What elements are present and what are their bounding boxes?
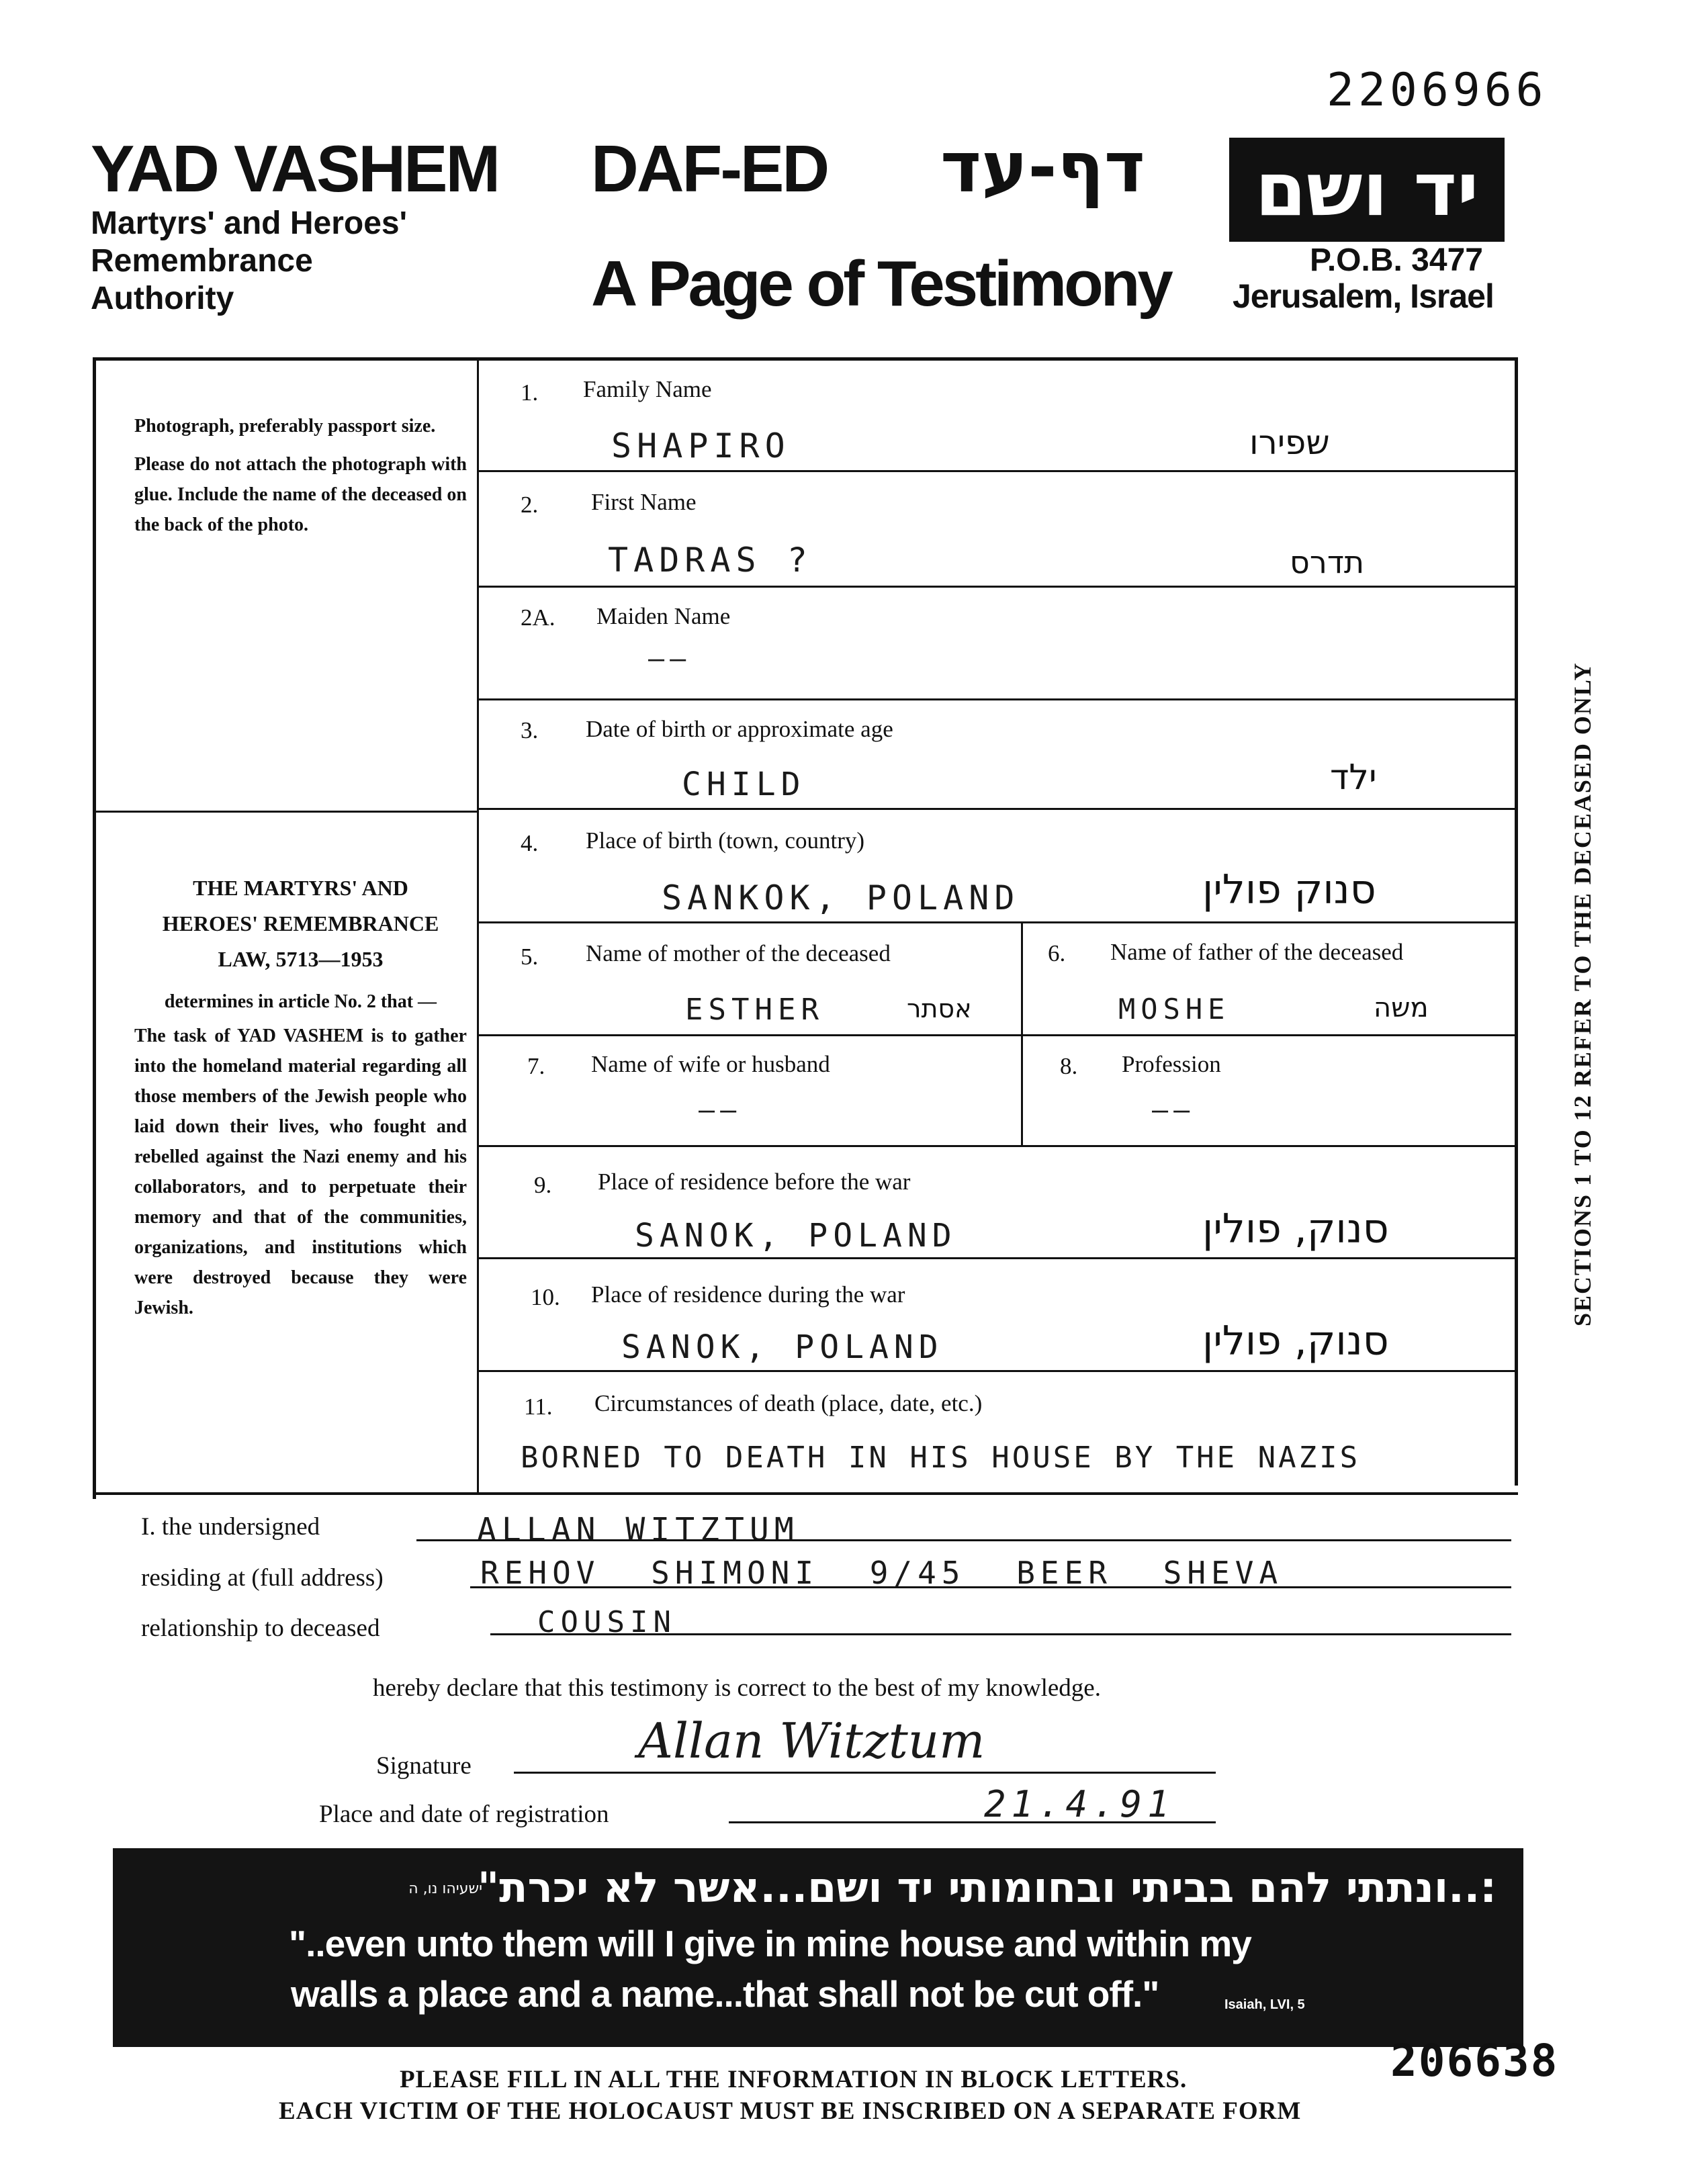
footer-line-1: PLEASE FILL IN ALL THE INFORMATION IN BLOCK LETTERS. [400,2066,1188,2093]
row-divider [477,921,1515,923]
field-8-label: Profession [1122,1051,1221,1077]
field-10-label: Place of residence during the war [591,1281,905,1308]
field-5-hebrew[interactable]: אסתר [907,994,972,1023]
banner-english-1: "..even unto them will I give in mine house and within my [289,1923,1251,1964]
field-2a-number: 2A. [521,604,555,631]
registration-line [729,1821,1216,1823]
field-5-label: Name of mother of the deceased [586,940,891,966]
document-number: 2206966 [1327,64,1548,117]
signature-value[interactable]: Allan Witztum [638,1713,985,1769]
row-divider [477,1257,1515,1259]
banner-hebrew: :..ונתתי להם בביתי ובחומותי יד ושם...אשר לא יכרת" [477,1863,1497,1912]
banner-english-2: walls a place and a name...that shall not be cut off." [291,1973,1159,2015]
org-subtitle-line: Martyrs' and Heroes' [91,206,407,241]
org-subtitle-line: Remembrance [91,243,313,279]
address-line [470,1586,1511,1588]
field-5-value[interactable]: ESTHER [685,993,824,1027]
org-subtitle-line: Authority [91,281,234,316]
field-1-value[interactable]: SHAPIRO [611,426,791,465]
field-9-hebrew[interactable]: סנוק, פולין [1202,1205,1389,1253]
row-divider [477,470,1515,472]
field-2a-label: Maiden Name [596,603,731,629]
frame-left [93,357,96,1499]
banner-hebrew-ref: ישעיהו נו, ה [408,1880,482,1897]
column-divider [1021,921,1023,1146]
field-1-label: Family Name [583,376,712,402]
row-divider [477,808,1515,810]
row-divider [477,1370,1515,1372]
field-2-number: 2. [521,492,539,518]
registration-value[interactable]: 21.4.91 [984,1783,1175,1825]
undersigned-line [416,1539,1511,1541]
field-7-number: 7. [527,1053,545,1079]
row-divider [477,1034,1515,1036]
field-1-number: 1. [521,379,539,406]
sidebar-section-divider [93,811,479,813]
quote-banner [113,1848,1523,2047]
pob: P.O.B. 3477 [1310,242,1483,278]
field-8-value[interactable]: —— [1152,1095,1196,1126]
signature-label: Signature [376,1752,472,1780]
field-3-number: 3. [521,717,539,743]
logo-hebrew-text: יד ושם [1255,146,1479,232]
field-8-number: 8. [1060,1053,1078,1079]
field-2-label: First Name [591,489,697,515]
row-divider [477,1145,1515,1147]
field-11-number: 11. [524,1394,553,1420]
banner-english-ref: Isaiah, LVI, 5 [1224,1997,1305,2012]
field-3-hebrew[interactable]: ילד [1330,758,1377,798]
field-6-hebrew[interactable]: משה [1374,993,1429,1023]
field-11-label: Circumstances of death (place, date, etc.) [594,1390,983,1416]
field-6-number: 6. [1048,940,1066,966]
field-3-label: Date of birth or approximate age [586,716,893,742]
field-5-number: 5. [521,944,539,970]
law-text: The task of YAD VASHEM is to gather into the homeland material regarding all those members of the Jewish people who laid down their lives, who fought and rebelled against the Nazi enemy and his collaborators, and to perpetuate their memory and that of the communities, organizations, and institutions which were destroyed because they were Jewish. [134,1026,467,1318]
field-10-hebrew[interactable]: סנוק, פולין [1202,1318,1389,1365]
vertical-note: SECTIONS 1 TO 12 REFER TO THE DECEASED ONLY [1569,662,1596,1326]
bottom-number: 206638 [1390,2035,1559,2087]
field-9-label: Place of residence before the war [598,1169,911,1195]
field-4-number: 4. [521,830,539,856]
frame-right [1515,357,1518,1486]
relationship-line [490,1633,1511,1635]
address-value[interactable]: REHOV SHIMONI 9/45 BEER SHEVA [480,1555,1284,1591]
form-code: DAF-ED [591,132,828,206]
law-box [134,870,467,1323]
relationship-label: relationship to deceased [141,1614,380,1642]
frame-top [93,357,1518,361]
field-2-hebrew[interactable]: תדרס [1290,544,1365,580]
field-3-value[interactable]: CHILD [682,766,806,803]
field-9-number: 9. [534,1172,552,1198]
city: Jerusalem, Israel [1233,277,1494,315]
row-divider [477,586,1515,588]
field-6-value[interactable]: MOSHE [1118,993,1231,1026]
org-subtitle [91,205,407,318]
field-2a-value[interactable]: —— [648,643,692,674]
photo-instructions: Please do not attach the photograph with glue. Include the name of the deceased on the back of the photo. [134,454,467,535]
field-10-number: 10. [531,1284,560,1310]
field-4-value[interactable]: SANKOK, POLAND [662,878,1020,917]
field-4-hebrew[interactable]: סנוק פולין [1202,866,1376,913]
form-title: A Page of Testimony [591,248,1171,320]
row-divider [477,698,1515,700]
frame-bottom [93,1492,1518,1495]
field-2-value[interactable]: TADRAS ? [608,541,813,580]
law-title: THE MARTYRS' AND HEROES' REMEMBRANCE LAW, 5713—1953 [162,876,439,971]
field-9-value[interactable]: SANOK, POLAND [635,1217,957,1255]
field-11-value[interactable]: BORNED TO DEATH IN HIS HOUSE BY THE NAZIS [521,1441,1361,1475]
signature-line [514,1772,1216,1774]
field-10-value[interactable]: SANOK, POLAND [621,1328,944,1366]
form-code-hebrew: דף-עד [940,126,1145,208]
field-4-label: Place of birth (town, country) [586,827,865,854]
declaration-statement: hereby declare that this testimony is correct to the best of my knowledge. [373,1674,1101,1702]
registration-label: Place and date of registration [319,1801,609,1828]
undersigned-value[interactable]: ALLAN WITZTUM [477,1511,799,1549]
photo-title: Photograph, preferably passport size. [134,416,436,437]
footer-line-2: EACH VICTIM OF THE HOLOCAUST MUST BE INSCRIBED ON A SEPARATE FORM [279,2097,1302,2125]
photo-box [134,411,467,540]
org-title: YAD VASHEM [91,132,499,206]
field-6-label: Name of father of the deceased [1110,939,1404,965]
address-label: residing at (full address) [141,1564,384,1592]
field-1-hebrew[interactable]: שפירו [1249,423,1330,462]
relationship-value[interactable]: COUSIN [537,1605,676,1639]
field-7-label: Name of wife or husband [591,1051,830,1077]
yad-vashem-logo [1229,138,1505,242]
undersigned-label: I. the undersigned [141,1513,320,1541]
field-7-value[interactable]: —— [699,1095,742,1126]
sidebar-divider [477,357,479,1492]
law-intro: determines in article No. 2 that — [164,991,437,1012]
